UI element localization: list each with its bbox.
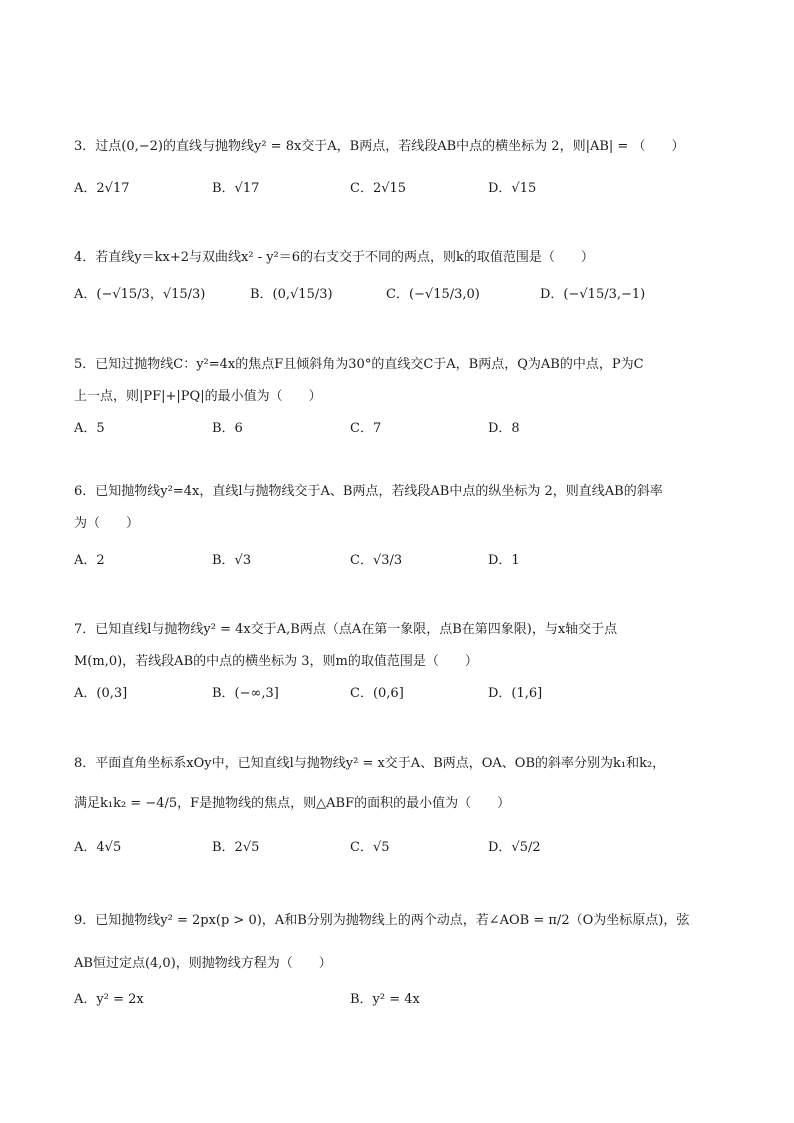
q9-stem-line2: AB恒过定点(4,0)，则抛物线方程为（ ） <box>74 956 332 971</box>
q8-stem-line2: 满足k₁k₂ = −4/5，F是抛物线的焦点，则△ABF的面积的最小值为（ ） <box>74 796 511 811</box>
q4-option-b[interactable]: B．(0,√15/3) <box>250 287 333 302</box>
q7-stem-line1: 7．已知直线l与抛物线y² = 4x交于A,B两点（点A在第一象限，点B在第四象限)，与x轴交于点 <box>74 622 618 637</box>
q7-option-c[interactable]: C．(0,6] <box>350 686 404 701</box>
q8-option-c[interactable]: C．√5 <box>350 840 390 855</box>
q9-option-a[interactable]: A．y² = 2x <box>74 992 144 1007</box>
q3-stem: 3．过点(0,−2)的直线与抛物线y² = 8x交于A，B两点，若线段AB中点的横坐标为 2，则|AB| = （ ） <box>74 139 685 154</box>
q8-option-a[interactable]: A．4√5 <box>74 840 122 855</box>
q9-stem-line1: 9．已知抛物线y² = 2px(p > 0)，A和B分别为抛物线上的两个动点，若∠AOB = π/2（O为坐标原点)，弦 <box>74 913 690 928</box>
q4-option-c[interactable]: C．(−√15/3,0) <box>386 287 480 302</box>
q5-option-a[interactable]: A．5 <box>74 421 105 436</box>
q7-option-a[interactable]: A．(0,3] <box>74 686 128 701</box>
q4-option-d[interactable]: D．(−√15/3,−1) <box>540 287 646 302</box>
q5-option-c[interactable]: C．7 <box>350 421 382 436</box>
q6-option-c[interactable]: C．√3/3 <box>350 553 403 568</box>
q6-option-a[interactable]: A．2 <box>74 553 105 568</box>
q5-option-b[interactable]: B．6 <box>212 421 243 436</box>
q7-option-d[interactable]: D．(1,6] <box>488 686 543 701</box>
q6-stem-line2: 为（ ） <box>74 516 140 531</box>
q3-option-c[interactable]: C．2√15 <box>350 181 407 196</box>
q3-option-b[interactable]: B．√17 <box>212 181 260 196</box>
q3-option-a[interactable]: A．2√17 <box>74 181 130 196</box>
q5-option-d[interactable]: D．8 <box>488 421 520 436</box>
q5-stem-line2: 上一点，则|PF|+|PQ|的最小值为（ ） <box>74 389 322 404</box>
q8-option-d[interactable]: D．√5/2 <box>488 840 541 855</box>
q9-option-b[interactable]: B．y² = 4x <box>350 992 420 1007</box>
q4-stem: 4．若直线y＝kx+2与双曲线x² - y²＝6的右支交于不同的两点，则k的取值范围是（ ） <box>74 250 594 265</box>
q7-stem-line2: M(m,0)，若线段AB的中点的横坐标为 3，则m的取值范围是（ ） <box>74 654 478 669</box>
q6-stem-line1: 6．已知抛物线y²=4x，直线l与抛物线交于A、B两点，若线段AB中点的纵坐标为 2，则直线AB的斜率 <box>74 484 663 499</box>
q6-option-b[interactable]: B．√3 <box>212 553 252 568</box>
q7-option-b[interactable]: B．(−∞,3] <box>212 686 279 701</box>
q5-stem-line1: 5．已知过抛物线C：y²=4x的焦点F且倾斜角为30°的直线交C于A，B两点，Q为AB的中点，P为C <box>74 357 644 372</box>
q8-stem-line1: 8．平面直角坐标系xOy中，已知直线l与抛物线y² = x交于A、B两点，OA、OB的斜率分别为k₁和k₂， <box>74 756 666 771</box>
q8-option-b[interactable]: B．2√5 <box>212 840 260 855</box>
q6-option-d[interactable]: D．1 <box>488 553 520 568</box>
q3-option-d[interactable]: D．√15 <box>488 181 537 196</box>
q4-option-a[interactable]: A．(−√15/3，√15/3) <box>74 287 206 302</box>
